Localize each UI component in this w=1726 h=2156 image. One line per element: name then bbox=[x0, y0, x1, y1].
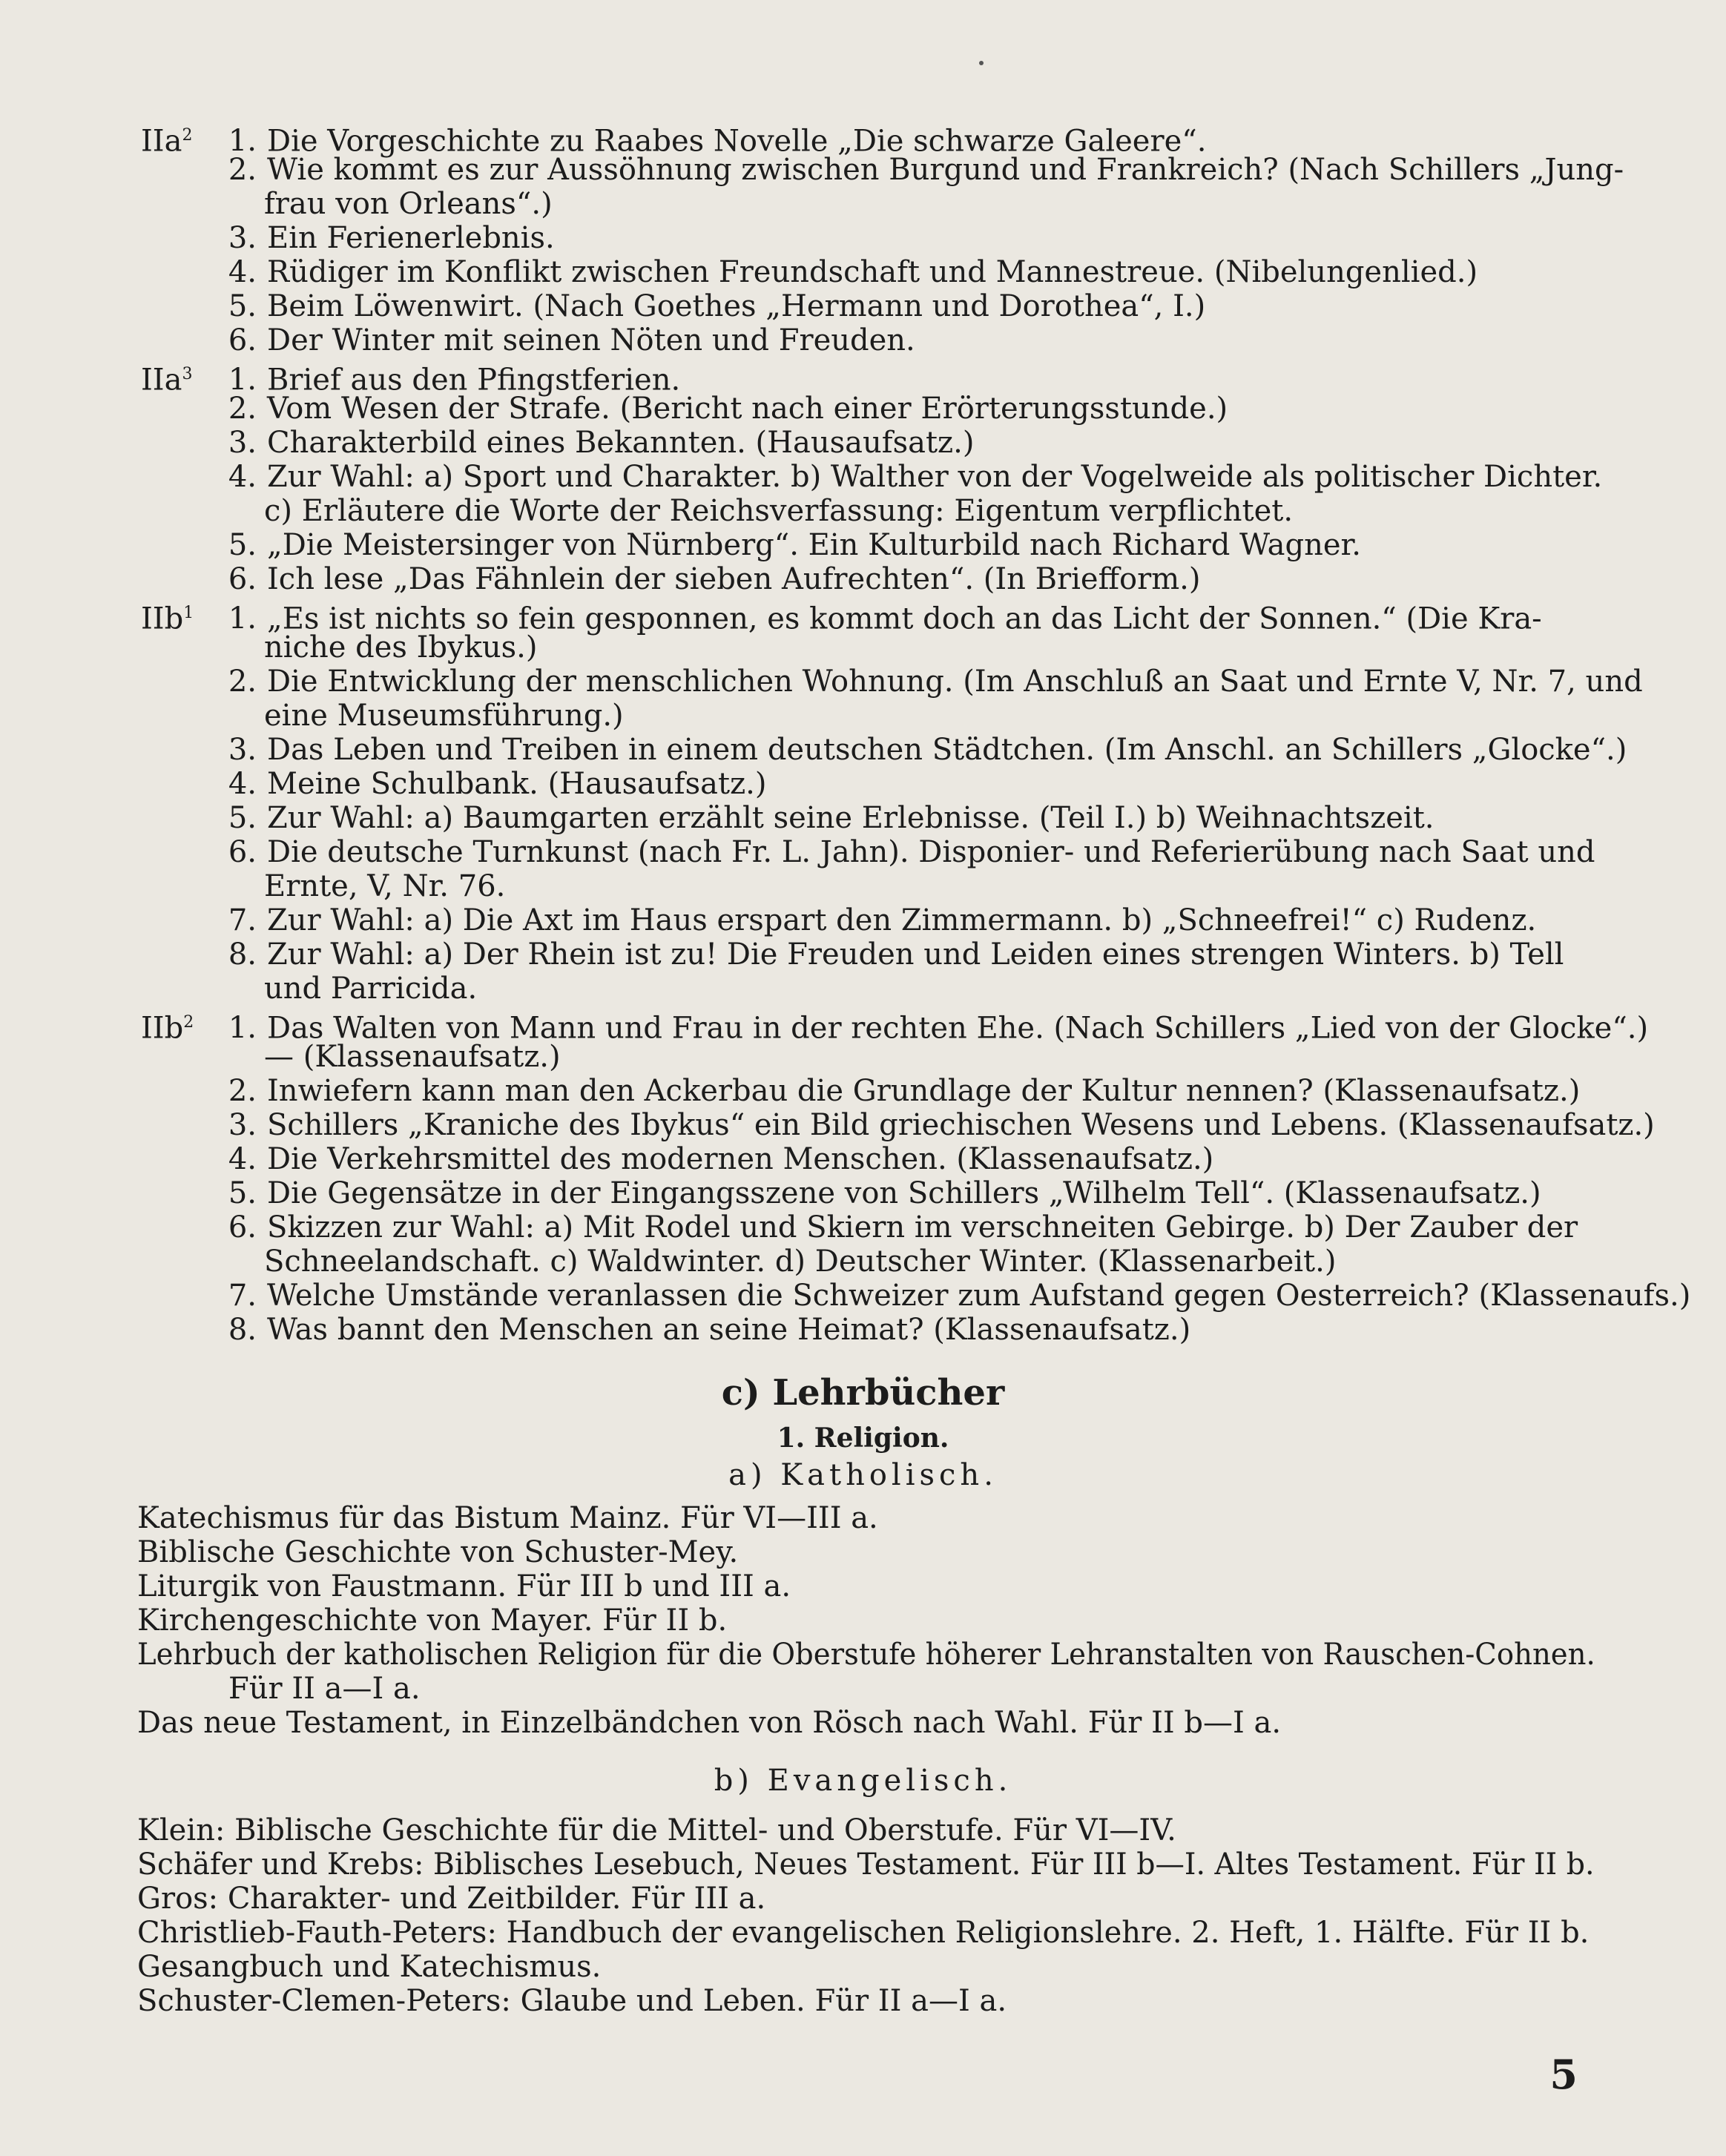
subsection-heading: 1. Religion. bbox=[777, 1423, 949, 1454]
essay-line: IIa$^2$ 1. Die Vorgeschichte zu Raabes Novelle „Die schwarze Galeere“. bbox=[141, 119, 1587, 158]
essay-line: 3. Charakterbild eines Bekannten. (Hausaufsatz.) bbox=[228, 426, 975, 460]
essay-line: 4. Die Verkehrsmittel des modernen Menschen. (Klassenaufsatz.) bbox=[228, 1142, 1214, 1176]
essay-cont: niche des Ibykus.) bbox=[264, 630, 538, 665]
book-entry: Gros: Charakter- und Zeitbilder. Für III a. bbox=[137, 1882, 766, 1916]
book-entry: Klein: Biblische Geschichte für die Mittel- und Oberstufe. Für VI—IV. bbox=[137, 1813, 1176, 1847]
essay-line: 5. Beim Löwenwirt. (Nach Goethes „Hermann und Dorothea“, I.) bbox=[228, 289, 1206, 323]
essay-cont: eine Museumsführung.) bbox=[264, 699, 624, 733]
essay-line: 6. Die deutsche Turnkunst (nach Fr. L. Jahn). Disponier- und Referierübung nach Saat und bbox=[228, 835, 1595, 869]
class-label: IIb$^1$ bbox=[141, 601, 194, 636]
essay-line: IIb$^1$ 1. „Es ist nichts so fein gesponnen, es kommt doch an das Licht der Sonnen.“ (Die Kra- bbox=[141, 596, 1587, 636]
subsubsection-heading: a) Katholisch. bbox=[728, 1458, 998, 1492]
essay-line: 4. Rüdiger im Konflikt zwischen Freundschaft und Mannestreue. (Nibelungenlied.) bbox=[228, 255, 1478, 289]
essay-line: 3. Das Leben und Treiben in einem deutschen Städtchen. (Im Anschl. an Schillers „Glocke“.) bbox=[228, 733, 1627, 767]
essay-line: 4. Meine Schulbank. (Hausaufsatz.) bbox=[228, 767, 767, 801]
page-number: 5 bbox=[1549, 2051, 1578, 2098]
essay-line: 7. Zur Wahl: a) Die Axt im Haus erspart den Zimmermann. b) „Schneefrei!“ c) Rudenz. bbox=[228, 903, 1537, 937]
book-entry: Lehrbuch der katholischen Religion für die Oberstufe höherer Lehranstalten von Rauschen-Cohnen. bbox=[137, 1638, 1595, 1672]
essay-cont: frau von Orleans“.) bbox=[264, 187, 553, 221]
ink-dot bbox=[979, 61, 984, 65]
essay-line: 8. Zur Wahl: a) Der Rhein ist zu! Die Freuden und Leiden eines strengen Winters. b) Tell bbox=[228, 937, 1564, 972]
essay-line: 4. Zur Wahl: a) Sport und Charakter. b) Walther von der Vogelweide als politischer Dichter. bbox=[228, 460, 1603, 494]
essay-line: 2. Wie kommt es zur Aussöhnung zwischen Burgund und Frankreich? (Nach Schillers „Jung- bbox=[228, 153, 1624, 187]
book-entry: Liturgik von Faustmann. Für III b und III a. bbox=[137, 1569, 791, 1603]
book-entry: Katechismus für das Bistum Mainz. Für VI—III a. bbox=[137, 1501, 878, 1535]
book-entry: Christlieb-Fauth-Peters: Handbuch der evangelischen Religionslehre. 2. Heft, 1. Hälfte. Für II b. bbox=[137, 1916, 1590, 1950]
book-entry: Gesangbuch und Katechismus. bbox=[137, 1950, 602, 1984]
class-label: IIa$^2$ bbox=[141, 124, 193, 159]
book-entry: Kirchengeschichte von Mayer. Für II b. bbox=[137, 1603, 728, 1638]
essay-cont: und Parricida. bbox=[264, 972, 478, 1006]
essay-line: 2. Inwiefern kann man den Ackerbau die Grundlage der Kultur nennen? (Klassenaufsatz.) bbox=[228, 1074, 1581, 1108]
essay-line: 6. Skizzen zur Wahl: a) Mit Rodel und Skiern im verschneiten Gebirge. b) Der Zauber der bbox=[228, 1210, 1578, 1245]
essay-line: 6. Ich lese „Das Fähnlein der sieben Aufrechten“. (In Briefform.) bbox=[228, 562, 1201, 596]
essay-line: IIb$^2$ 1. Das Walten von Mann und Frau in der rechten Ehe. (Nach Schillers „Lied von der Glocke“.) bbox=[141, 1006, 1587, 1045]
book-entry: Schäfer und Krebs: Biblisches Lesebuch, Neues Testament. Für III b—I. Altes Testament. Für II b. bbox=[137, 1847, 1595, 1882]
essay-cont: Schneelandschaft. c) Waldwinter. d) Deutscher Winter. (Klassenarbeit.) bbox=[264, 1245, 1337, 1279]
class-label: IIb$^2$ bbox=[141, 1011, 194, 1046]
section-title: c) Lehrbücher bbox=[721, 1372, 1005, 1414]
subsubsection-heading: b) Evangelisch. bbox=[714, 1764, 1012, 1798]
essay-line: 2. Vom Wesen der Strafe. (Bericht nach einer Erörterungsstunde.) bbox=[228, 392, 1228, 426]
book-entry-cont: Für II a—I a. bbox=[228, 1672, 421, 1706]
essay-cont: Ernte, V, Nr. 76. bbox=[264, 869, 506, 903]
book-entry: Das neue Testament, in Einzelbändchen von Rösch nach Wahl. Für II b—I a. bbox=[137, 1706, 1282, 1740]
essay-line: 6. Der Winter mit seinen Nöten und Freuden. bbox=[228, 323, 915, 357]
essay-line: 5. „Die Meistersinger von Nürnberg“. Ein Kulturbild nach Richard Wagner. bbox=[228, 528, 1361, 562]
essay-line: 8. Was bannt den Menschen an seine Heimat? (Klassenaufsatz.) bbox=[228, 1313, 1191, 1347]
book-entry: Schuster-Clemen-Peters: Glaube und Leben. Für II a—I a. bbox=[137, 1984, 1007, 2018]
essay-line: 2. Die Entwicklung der menschlichen Wohnung. (Im Anschluß an Saat und Ernte V, Nr. 7, und bbox=[228, 665, 1643, 699]
essay-line: 5. Zur Wahl: a) Baumgarten erzählt seine Erlebnisse. (Teil I.) b) Weihnachtszeit. bbox=[228, 801, 1435, 835]
essay-line: 3. Schillers „Kraniche des Ibykus“ ein Bild griechischen Wesens und Lebens. (Klassenaufsatz.) bbox=[228, 1108, 1655, 1142]
class-label: IIa$^3$ bbox=[141, 363, 193, 398]
book-entry: Biblische Geschichte von Schuster-Mey. bbox=[137, 1535, 739, 1569]
essay-line: 3. Ein Ferienerlebnis. bbox=[228, 221, 555, 255]
essay-cont: — (Klassenaufsatz.) bbox=[264, 1040, 561, 1074]
essay-line: IIa$^3$ 1. Brief aus den Pfingstferien. bbox=[141, 357, 1587, 397]
essay-line: 5. Die Gegensätze in der Eingangsszene von Schillers „Wilhelm Tell“. (Klassenaufsatz.) bbox=[228, 1176, 1541, 1210]
essay-line: 7. Welche Umstände veranlassen die Schweizer zum Aufstand gegen Oesterreich? (Klassenaufs.) bbox=[228, 1279, 1691, 1313]
essay-cont: c) Erläutere die Worte der Reichsverfassung: Eigentum verpflichtet. bbox=[264, 494, 1294, 528]
